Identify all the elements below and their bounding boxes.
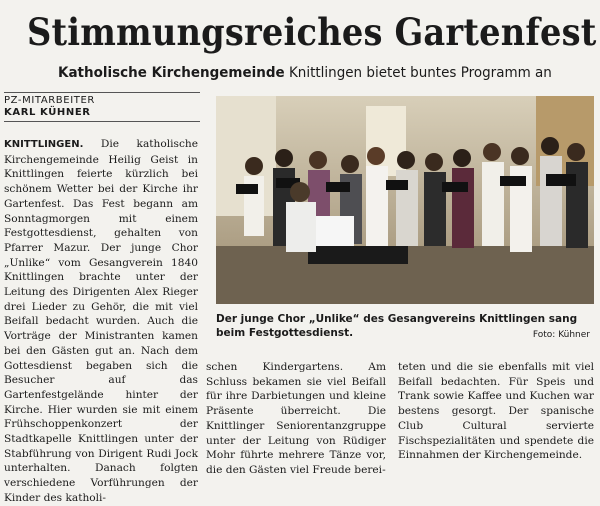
column-1-text: Die katholische Kirchengemeinde Heilig Geist in Knittlingen feierte kürzlich bei schönem Wetter bei der Kirche ihr Gartenfest. Das Fest begann am Sonntagmorgen mit einem Festgottesdienst, gehalten von Pfarrer Mazur. Der junge Chor „Unlike“ vom Gesangverein 1840 Knittlingen brachte unter der Leitung des Dirigenten Alex Rieger drei Lieder zu Gehör, die mit viel Beifall bedacht wurden. Auch die Vorträge der Ministranten kamen bei den Gästen gut an. Nach dem Gottesdienst begaben sich die Besucher auf das Gartenfestgelände hinter der Kirche. Hier wurden sie mit einem Frühschoppenkonzert der Stadtkapelle Knittlingen unter der Stabführung von Dirigent Rudi Jock unterhalten. Danach folgten verschiedene Vorführungen der Kinder des katholi- bbox=[4, 138, 198, 504]
article-column-1 bbox=[4, 137, 198, 506]
article-dateline: KNITTLINGEN. bbox=[4, 139, 84, 150]
article-subheadline bbox=[58, 64, 560, 82]
author-role: PZ-MITARBEITER bbox=[4, 95, 95, 106]
author-rule-top bbox=[4, 92, 200, 93]
photo-caption: Der junge Chor „Unlike“ des Gesangvereins Knittlingen sang beim Festgottesdienst. bbox=[216, 313, 578, 339]
subheadline-rest: Knittlingen bietet buntes Programm an bbox=[284, 65, 552, 81]
choir-photo bbox=[216, 96, 594, 304]
choir-photo-illustration bbox=[216, 96, 594, 304]
column-2-text: schen Kindergartens. Am Schluss bekamen sie viel Beifall für ihre Darbietungen und kleine Präsente überreicht. Die Knittlinger Seniorentanzgruppe unter der Leitung von Rüdiger Mohr führte mehrere Tänze vor, die den Gästen viel Freude berei- bbox=[206, 361, 386, 476]
author-name: KARL KÜHNER bbox=[4, 107, 91, 118]
photo-credit: Foto: Kühner bbox=[532, 330, 590, 340]
article-column-3 bbox=[398, 360, 594, 463]
column-3-text: teten und die sie ebenfalls mit viel Beifall bedachten. Für Speis und Trank sowie Kaffee und Kuchen war bestens gesorgt. Der spanische Club Cultural servierte Fischspezialitäten und spendete die Einnahmen der Kirchengemeinde. bbox=[398, 361, 594, 462]
article-column-2 bbox=[206, 360, 386, 478]
subheadline-bold: Katholische Kirchengemeinde bbox=[58, 65, 285, 81]
author-rule-bottom bbox=[4, 121, 200, 122]
author-block bbox=[4, 95, 95, 119]
article-headline: Stimmungsreiches Gartenfest bbox=[27, 10, 597, 54]
